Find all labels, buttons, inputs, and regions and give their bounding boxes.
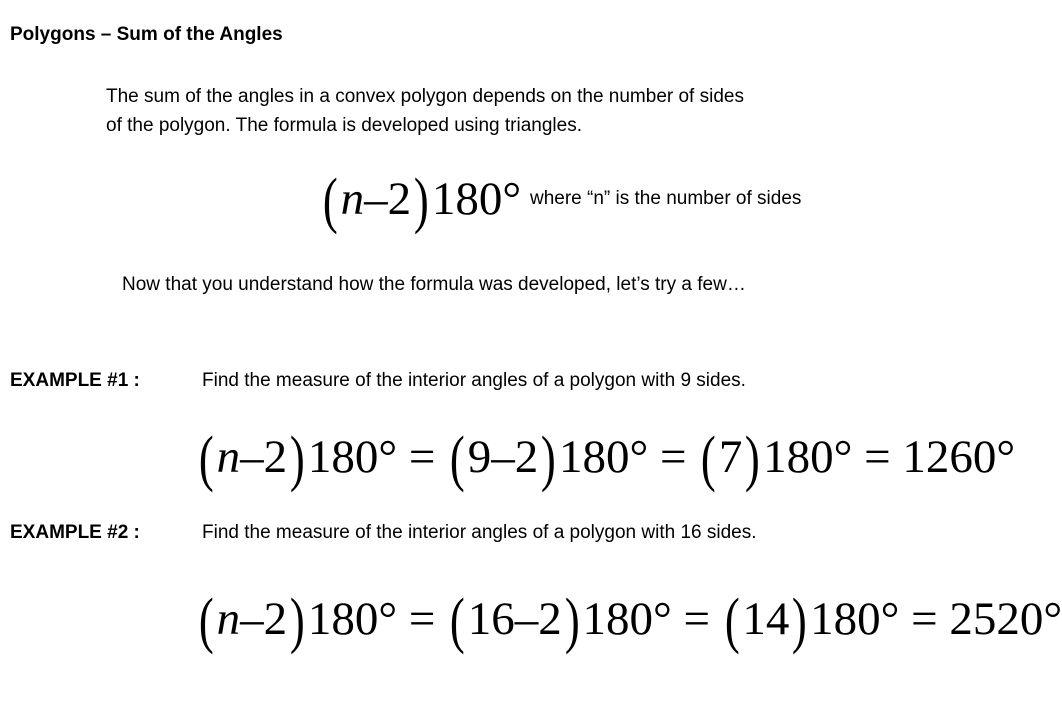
general-formula [320, 167, 522, 235]
equals-sign: = [911, 593, 938, 645]
example-1-label: EXAMPLE #1 : [10, 370, 140, 391]
one-eighty: 180° [307, 593, 398, 645]
intro-line-2: of the polygon. The formula is developed using triangles. [106, 115, 583, 136]
minus-sign: – [240, 593, 264, 645]
close-paren: ) [290, 587, 305, 655]
equals-sign: = [864, 431, 891, 483]
formula-minus-two: –2 [364, 173, 412, 225]
example-2-result: 2520° [949, 593, 1062, 645]
transition-text: Now that you understand how the formula was developed, let’s try a few… [122, 274, 746, 295]
example-2-solution [196, 587, 1062, 655]
close-paren: ) [792, 587, 808, 655]
close-paren: ) [564, 587, 580, 655]
minus-sign: – [240, 431, 264, 483]
page-title: Polygons – Sum of the Angles [10, 24, 283, 45]
one-eighty: 180° [810, 593, 900, 645]
minus-sign: – [514, 593, 539, 645]
open-paren: ( [322, 167, 338, 235]
example-1-n: 9 [467, 431, 492, 483]
equals-sign: = [659, 431, 687, 483]
equals-sign: = [683, 593, 710, 645]
open-paren: ( [450, 425, 465, 493]
open-paren: ( [450, 587, 465, 655]
two: 2 [514, 431, 539, 483]
two: 2 [263, 593, 288, 645]
example-2-n: 16 [467, 593, 515, 645]
one-eighty: 180° [307, 431, 398, 483]
open-paren: ( [198, 425, 214, 493]
formula-one-eighty: 180° [431, 173, 522, 225]
minus-sign: – [491, 431, 515, 483]
two: 2 [263, 431, 288, 483]
where-note: where “n” is the number of sides [530, 188, 802, 209]
example-1-solution [196, 425, 1016, 493]
example-1-n-minus-2: 7 [718, 431, 743, 483]
example-2-label: EXAMPLE #2 : [10, 522, 140, 543]
close-paren: ) [541, 425, 557, 493]
one-eighty: 180° [763, 431, 853, 483]
one-eighty: 180° [582, 593, 672, 645]
open-paren: ( [198, 587, 214, 655]
formula-variable: n [216, 593, 241, 645]
two: 2 [538, 593, 562, 645]
intro-paragraph [106, 82, 926, 140]
example-2-n-minus-2: 14 [742, 593, 790, 645]
equals-sign: = [408, 431, 436, 483]
open-paren: ( [724, 587, 740, 655]
formula-variable: n [216, 431, 241, 483]
open-paren: ( [701, 425, 717, 493]
equals-sign: = [408, 593, 436, 645]
intro-line-1: The sum of the angles in a convex polygon depends on the number of sides [106, 86, 744, 107]
close-paren: ) [745, 425, 761, 493]
one-eighty: 180° [558, 431, 649, 483]
example-1-result: 1260° [902, 431, 1016, 483]
example-2-question: Find the measure of the interior angles of a polygon with 16 sides. [202, 522, 757, 543]
formula-variable: n [340, 173, 365, 225]
close-paren: ) [414, 167, 429, 235]
close-paren: ) [290, 425, 305, 493]
example-1-question: Find the measure of the interior angles of a polygon with 9 sides. [202, 370, 746, 391]
